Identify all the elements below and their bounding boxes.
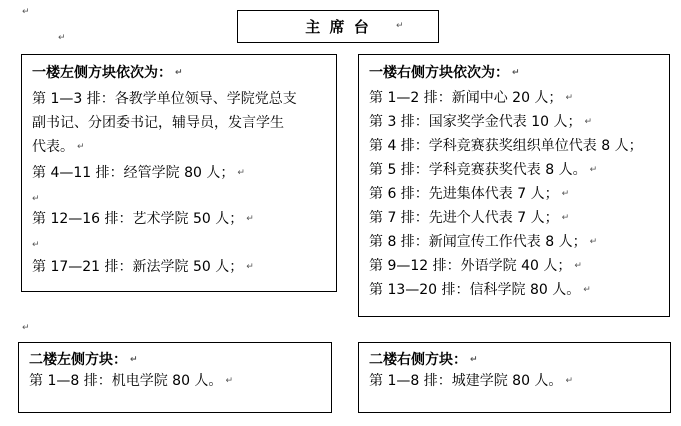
- block-heading-text: 二楼右侧方块：: [369, 352, 467, 368]
- paragraph-mark: ↵: [584, 117, 593, 127]
- list-item-text: 第 12—16 排：艺术学院 50 人；: [32, 211, 244, 227]
- paragraph-mark: ↵: [58, 33, 66, 43]
- floor2-right-block: [358, 342, 671, 413]
- list-item-text: 副书记、分团委书记，辅导员，发言学生: [32, 115, 284, 131]
- list-item-text: 第 7 排：先进个人代表 7 人；: [369, 210, 559, 226]
- list-item-text: 第 1—8 排：机电学院 80 人。: [29, 373, 223, 389]
- paragraph-mark: ↵: [470, 355, 478, 365]
- list-item-text: 第 6 排：先进集体代表 7 人；: [369, 186, 559, 202]
- list-item: [369, 89, 573, 107]
- list-item-text: 代表。: [32, 139, 74, 155]
- list-item-text: 第 13—20 排：信科学院 80 人。: [369, 282, 581, 298]
- list-item: [369, 257, 582, 275]
- list-item: [32, 114, 284, 132]
- list-item: [369, 233, 597, 251]
- list-item-text: 第 1—3 排：各教学单位领导、学院党总支: [32, 91, 297, 107]
- list-item-text: 第 4 排：学科竞赛获奖组织单位代表 8 人；: [369, 138, 643, 154]
- paragraph-mark: ↵: [583, 285, 591, 295]
- list-item-text: 第 4—11 排：经管学院 80 人；: [32, 165, 235, 181]
- list-item: [369, 161, 597, 179]
- list-item: [32, 138, 85, 156]
- block-heading-text: 一楼左侧方块依次为：: [32, 65, 172, 81]
- list-item-text: 第 8 排：新闻宣传工作代表 8 人；: [369, 234, 587, 250]
- paragraph-mark: ↵: [22, 323, 30, 333]
- paragraph-mark: ↵: [561, 189, 570, 199]
- list-item: [369, 185, 569, 203]
- stage-box: [237, 10, 439, 43]
- list-item: [29, 372, 233, 390]
- paragraph-mark: ↵: [512, 68, 520, 78]
- paragraph-mark: ↵: [574, 261, 582, 271]
- list-item: [32, 164, 245, 182]
- paragraph-mark: ↵: [175, 68, 183, 78]
- list-item-text: 第 1—2 排：新闻中心 20 人；: [369, 90, 563, 106]
- paragraph-mark: ↵: [589, 165, 598, 175]
- list-item-text: 第 3 排：国家奖学金代表 10 人；: [369, 114, 582, 130]
- list-item: [32, 258, 254, 276]
- block-heading-text: 一楼右侧方块依次为：: [369, 65, 509, 81]
- block-heading-text: 二楼左侧方块：: [29, 352, 127, 368]
- list-item: [369, 137, 643, 155]
- paragraph-mark: ↵: [565, 376, 573, 386]
- block-heading: [369, 64, 520, 82]
- list-item: [369, 209, 569, 227]
- paragraph-mark: ↵: [130, 355, 138, 365]
- paragraph-mark: ↵: [77, 142, 85, 152]
- list-item: [369, 281, 591, 299]
- floor1-right-block: [358, 54, 670, 317]
- paragraph-mark: ↵: [246, 262, 254, 272]
- list-item: [369, 372, 573, 390]
- paragraph-mark: ↵: [246, 214, 254, 224]
- list-item-text: 第 1—8 排：城建学院 80 人。: [369, 373, 563, 389]
- floor2-left-block: [18, 342, 332, 413]
- paragraph-mark: ↵: [237, 168, 245, 178]
- paragraph-mark: ↵: [32, 194, 40, 204]
- block-heading: [369, 351, 478, 369]
- paragraph-mark: ↵: [32, 240, 40, 250]
- list-item-text: 第 5 排：学科竞赛获奖代表 8 人。: [369, 162, 587, 178]
- paragraph-mark: ↵: [561, 213, 570, 223]
- stage-title: 主 席 台: [305, 18, 371, 36]
- list-item: [369, 113, 592, 131]
- block-heading: [32, 64, 183, 82]
- paragraph-mark: ↵: [589, 237, 598, 247]
- list-item-text: 第 9—12 排：外语学院 40 人；: [369, 258, 572, 274]
- list-item-text: 第 17—21 排：新法学院 50 人；: [32, 259, 244, 275]
- paragraph-mark: ↵: [565, 93, 573, 103]
- paragraph-mark: ↵: [22, 7, 30, 17]
- paragraph-mark: ↵: [396, 21, 404, 31]
- paragraph-mark: ↵: [225, 376, 233, 386]
- list-item: [32, 90, 297, 108]
- list-item: [32, 210, 254, 228]
- block-heading: [29, 351, 138, 369]
- floor1-left-block: [21, 54, 337, 292]
